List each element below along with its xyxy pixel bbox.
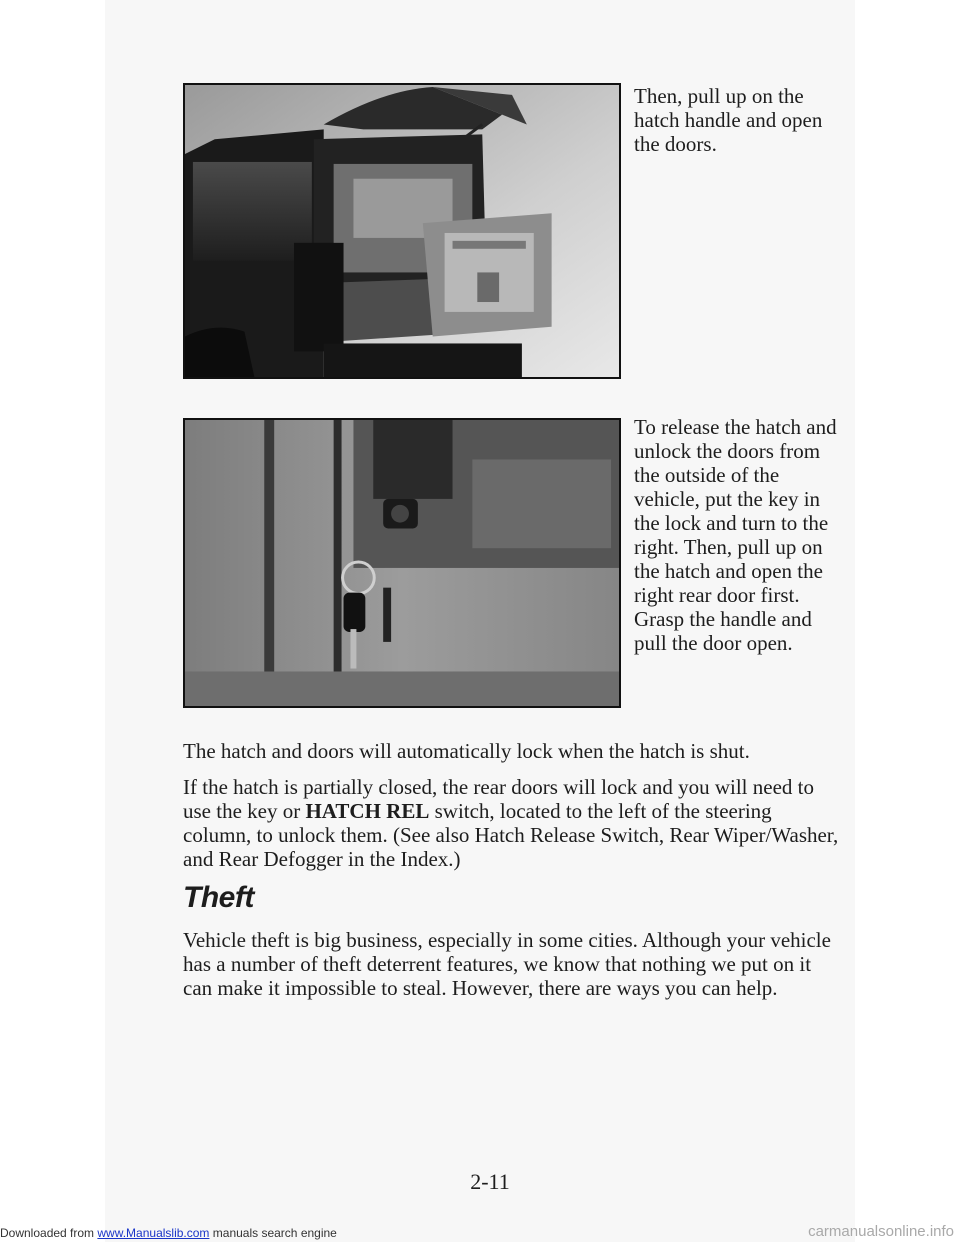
page-number: 2-11	[470, 1169, 510, 1194]
hatch-instruction-text: Then, pull up on the hatch handle and open the doors.	[634, 84, 823, 156]
manualslib-link[interactable]: www.Manualslib.com	[97, 1226, 210, 1240]
partial-close-text-start: If the hatch is partially closed, the rear doors will lock and you will need to use the key or	[183, 775, 814, 823]
hatch-rel-label: HATCH REL	[305, 799, 430, 823]
theft-paragraph: Vehicle theft is big business, especially in some cities. Although your vehicle has a number of theft deterrent features, we know that nothing we put on it can make it impossible to steal. However, there are ways you can help.	[183, 928, 831, 1000]
partial-close-text-end: switch, located to the left of the steering column, to unlock them. (See also Hatch Release Switch, Rear Wiper/Washer, and Rear Defogger in the Index.)	[183, 799, 839, 871]
watermark-text: carmanualsonline.info	[808, 1223, 954, 1240]
download-footer	[0, 1226, 337, 1240]
footer-prefix: Downloaded from	[0, 1226, 98, 1240]
vehicle-rear-hatch-photo	[183, 83, 621, 379]
footer-suffix: manuals search engine	[209, 1226, 337, 1240]
partial-close-paragraph	[183, 775, 843, 871]
auto-lock-paragraph: The hatch and doors will automatically lock when the hatch is shut.	[183, 739, 750, 763]
theft-heading: Theft	[183, 881, 254, 914]
key-in-lock-photo	[183, 418, 621, 708]
key-release-instruction-text: To release the hatch and unlock the doors from the outside of the vehicle, put the key in the lock and turn to the right. Then, pull up on the hatch and open the right rear door first. Grasp the handle and pull the door open.	[634, 415, 837, 655]
